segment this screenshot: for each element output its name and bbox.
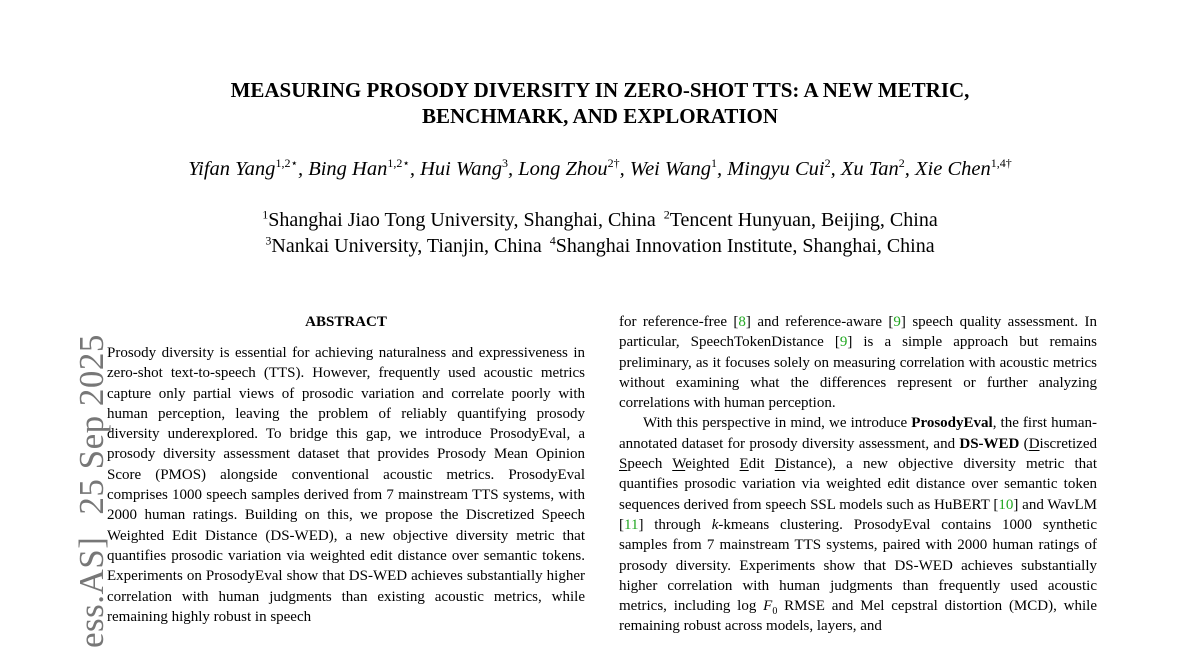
affiliation-line-1: $^1$Shanghai Jiao Tong University, Shanghai, China $^2$Tencent Hunyuan, Beijing, China <box>262 207 938 231</box>
arxiv-date: 25 Sep 2025 <box>72 334 111 515</box>
affiliation: Nankai University, Tianjin, China <box>271 235 542 257</box>
citation-link[interactable]: 11 <box>624 516 639 533</box>
arxiv-stamp <box>72 334 112 648</box>
author: Bing Han$^{1,2⋆}$, <box>308 156 421 180</box>
arxiv-id: ess.AS] <box>72 536 111 648</box>
metric-name: DS-WED <box>959 435 1020 452</box>
abstract-heading: ABSTRACT <box>305 314 387 330</box>
citation-link[interactable]: 9 <box>893 314 901 330</box>
author: Xu Tan$^2$, <box>840 156 915 180</box>
title-line-2: BENCHMARK, AND EXPLORATION <box>421 104 779 128</box>
affiliations <box>100 207 1100 259</box>
author: Long Zhou$^{2\dagger}$, <box>518 156 630 180</box>
paper-title <box>140 77 1060 129</box>
author: Mingyu Cui$^2$, <box>727 156 841 180</box>
author: Yifan Yang$^{1,2⋆}$, <box>188 156 309 180</box>
intro-paragraph-2: With this perspective in mind, we introduce ProsodyEval, the first human-annotated dataset for prosody diversity assessment, and DS-WED (Discretized Speech Weighted Edit Distance), a new objective diversity metric that quantifies prosodic variation via weighted edit distance over semantic token sequences derived from speech SSL models such as HuBERT [10] and WavLM [11] through k-kmeans clustering. ProsodyEval contains 1000 synthetic samples from 7 mainstream TTS systems, paired with 2000 human ratings of prosody diversity. Experiments show that DS-WED achieves substantially higher correlation with human judgments than frequently used acoustic metrics, including $\log F_0$ RMSE and Mel cepstral distortion (MCD), while remaining robust across models, layers, and <box>619 415 1098 635</box>
affiliation-line-2: $^3$Nankai University, Tianjin, China $^4$Shanghai Innovation Institute, Shanghai, China <box>265 233 935 257</box>
affiliation: Shanghai Innovation Institute, Shanghai, China <box>555 235 935 257</box>
affiliation: Shanghai Jiao Tong University, Shanghai, China <box>268 209 656 231</box>
intro-paragraph-1: for reference-free [8] and reference-aware [9] speech quality assessment. In particular, SpeechTokenDistance [9] is a simple approach but remains preliminary, as it focuses solely on measuring correlation with acoustic metrics without examining what the differences represent or further analyzing correlations with human perception. <box>619 314 1097 412</box>
dataset-name: ProsodyEval <box>911 415 993 432</box>
abstract-column <box>107 312 585 627</box>
title-line-1: MEASURING PROSODY DIVERSITY IN ZERO-SHOT TTS: A NEW METRIC, <box>230 78 970 102</box>
author: Hui Wang$^3$, <box>420 156 519 180</box>
citation-link[interactable]: 8 <box>738 314 746 330</box>
citation-link[interactable]: 9 <box>839 334 848 351</box>
introduction-column <box>619 312 1097 637</box>
abstract-text: Prosody diversity is essential for achieving naturalness and expressiveness in zero-shot text-to-speech (TTS). However, frequently used acoustic metrics capture only partial views of prosodic variation and correlate poorly with human perception, leaving the problem of reliably quantifying prosody diversity underexplored. To bridge this gap, we introduce ProsodyEval, a prosody diversity assessment dataset that provides Prosody Mean Opinion Score (PMOS) alongside conventional acoustic metrics. ProsodyEval comprises 1000 speech samples derived from 7 mainstream TTS systems, with 2000 human ratings. Building on this, we propose the Discretized Speech Weighted Edit Distance (DS-WED), a new objective diversity metric that quantifies prosodic variation via weighted edit distance over semantic tokens. Experiments on ProsodyEval show that DS-WED achieves substantially higher correlation with human judgments than existing acoustic metrics, while remaining highly robust in speech <box>107 345 585 625</box>
author: Xie Chen$^{1,4\dagger}$ <box>915 156 1012 180</box>
author: Wei Wang$^1$, <box>629 156 728 180</box>
author-list <box>60 155 1140 183</box>
affiliation: Tencent Hunyuan, Beijing, China <box>669 209 938 231</box>
citation-link[interactable]: 10 <box>998 496 1014 513</box>
